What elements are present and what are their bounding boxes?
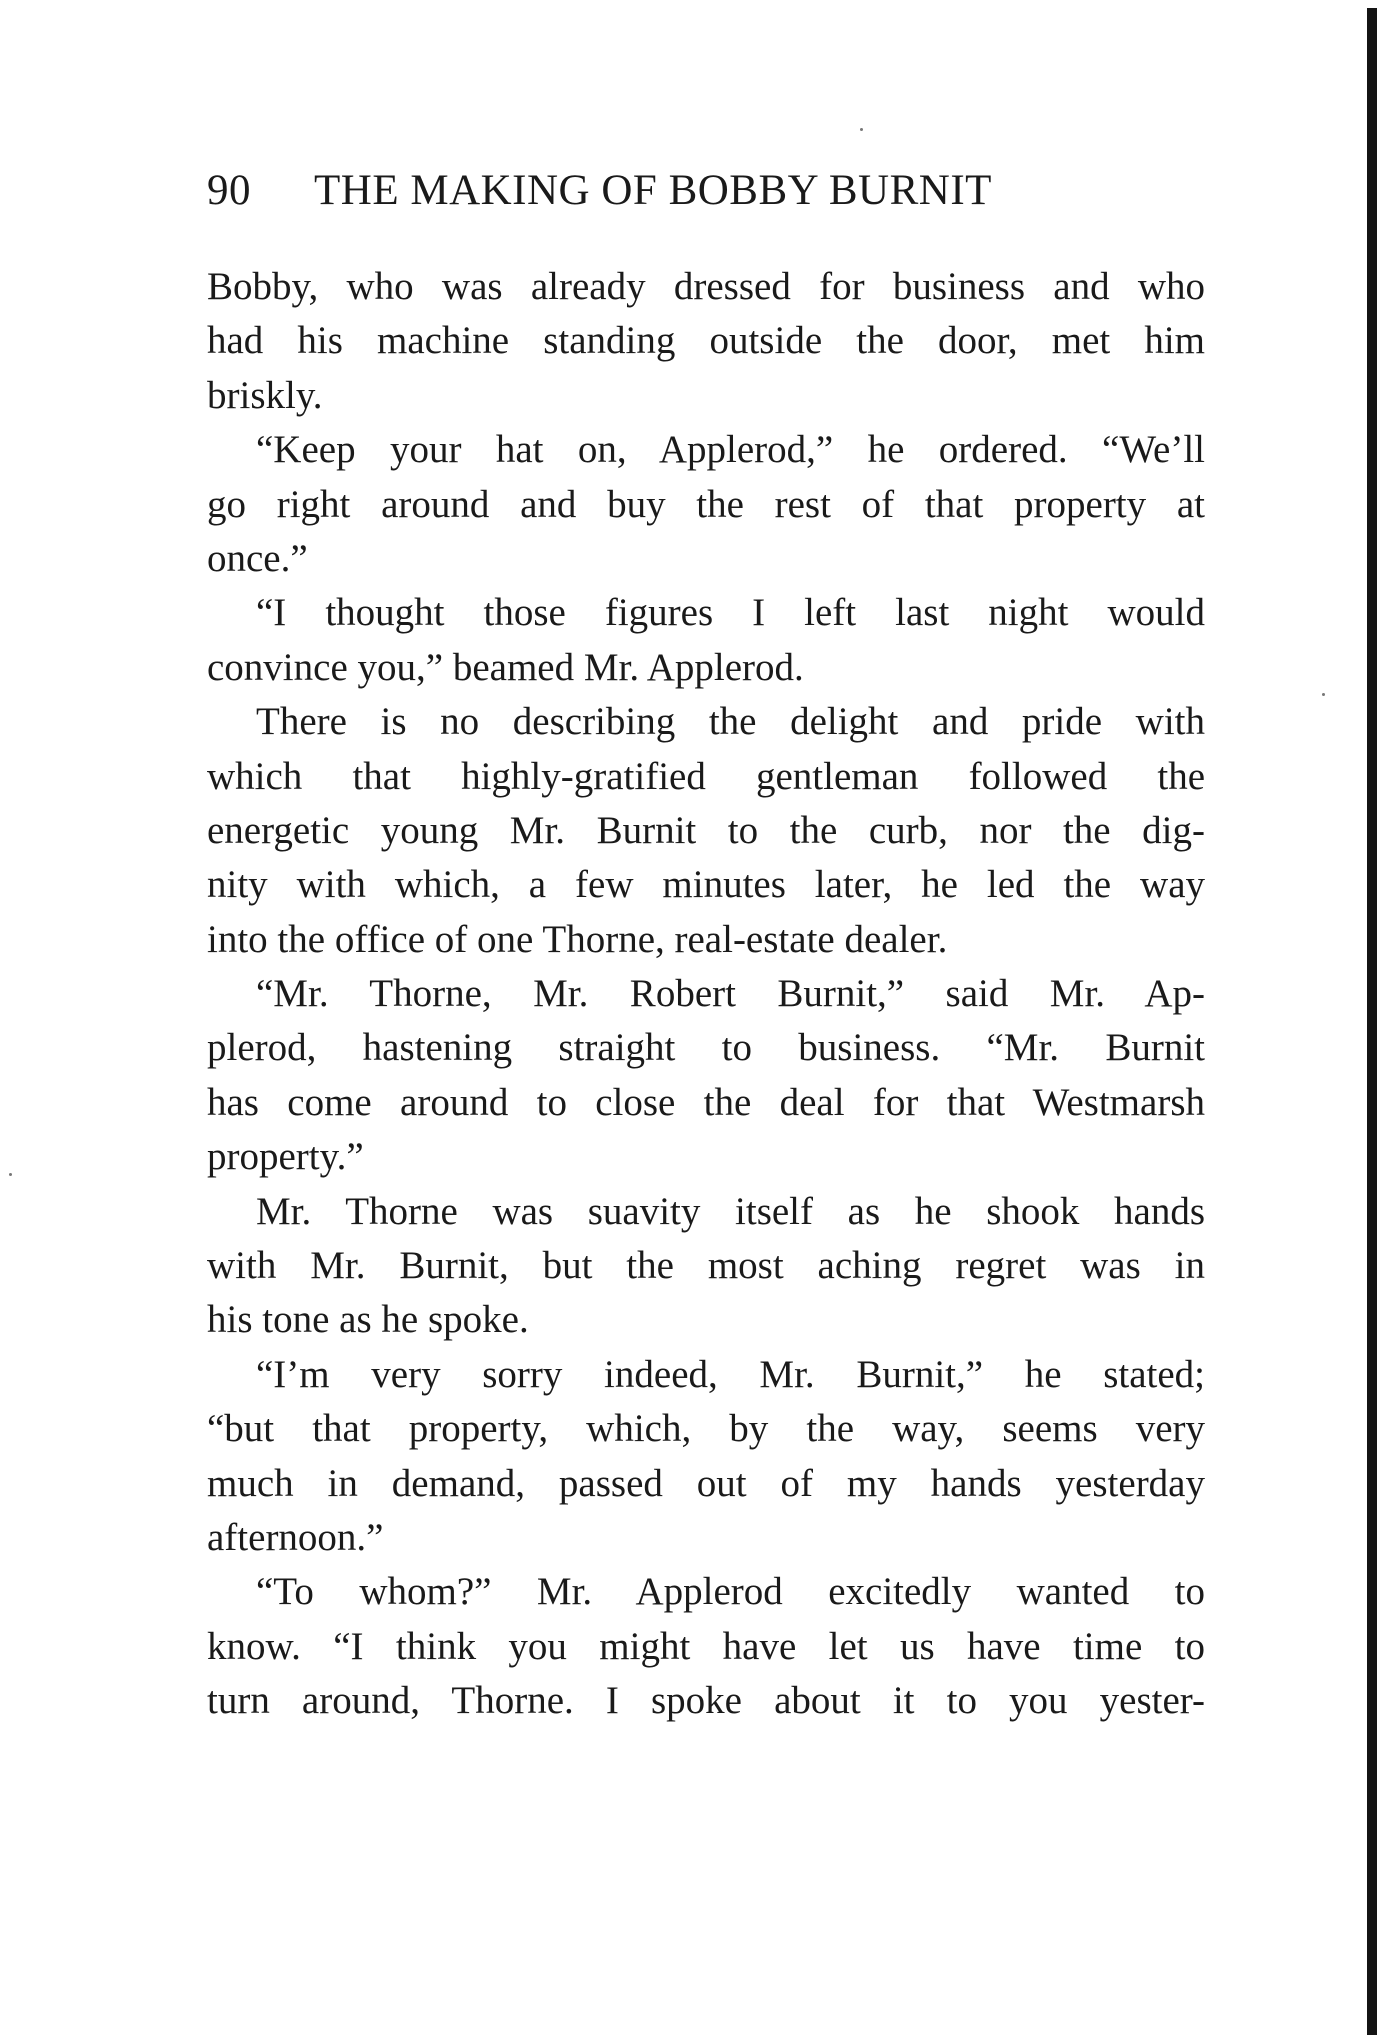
text-line: “To whom?” Mr. Applerod excitedly wanted to <box>256 1570 1205 1614</box>
text-line: “but that property, which, by the way, seems very <box>207 1407 1205 1451</box>
text-line: turn around, Thorne. I spoke about it to you yester- <box>207 1679 1205 1723</box>
text-line: go right around and buy the rest of that property at <box>207 482 1205 526</box>
text-line: There is no describing the delight and pride with <box>256 700 1205 744</box>
text-line: “I thought those figures I left last night would <box>256 591 1205 635</box>
dust-speck <box>860 128 863 131</box>
text-line: Bobby, who was already dressed for business and who <box>207 265 1205 308</box>
text-line: property.” <box>207 1135 364 1179</box>
text-line: with Mr. Burnit, but the most aching regret was in <box>207 1244 1205 1288</box>
text-line: has come around to close the deal for that Westmarsh <box>207 1080 1205 1124</box>
text-line: energetic young Mr. Burnit to the curb, nor the dig- <box>207 808 1205 852</box>
text-line: “Keep your hat on, Applerod,” he ordered. “We’ll <box>256 428 1205 472</box>
body-text <box>207 260 1205 1729</box>
text-line: had his machine standing outside the door, met him <box>207 319 1205 363</box>
text-line: convince you,” beamed Mr. Applerod. <box>207 645 804 689</box>
running-title: THE MAKING OF BOBBY BURNIT <box>314 167 992 214</box>
text-line: Mr. Thorne was suavity itself as he shook hands <box>256 1189 1205 1233</box>
page-number: 90 <box>207 167 251 214</box>
text-line: plerod, hastening straight to business. “Mr. Burnit <box>207 1026 1205 1070</box>
text-line: “Mr. Thorne, Mr. Robert Burnit,” said Mr. Ap- <box>256 972 1205 1016</box>
text-line: which that highly-gratified gentleman followed the <box>207 754 1205 798</box>
text-line: once.” <box>207 536 308 580</box>
text-line: nity with which, a few minutes later, he led the way <box>207 863 1205 907</box>
page-edge-rule <box>1367 8 1377 2035</box>
running-head <box>207 163 1207 219</box>
text-line: much in demand, passed out of my hands yesterday <box>207 1461 1205 1505</box>
text-line: his tone as he spoke. <box>207 1298 529 1342</box>
text-line: know. “I think you might have let us have time to <box>207 1624 1205 1668</box>
text-line: “I’m very sorry indeed, Mr. Burnit,” he stated; <box>256 1352 1205 1396</box>
dust-speck <box>9 1173 12 1176</box>
dust-speck <box>1322 693 1325 696</box>
text-line: briskly. <box>207 373 323 417</box>
text-line: into the office of one Thorne, real-estate dealer. <box>207 917 948 961</box>
text-line: afternoon.” <box>207 1515 384 1559</box>
